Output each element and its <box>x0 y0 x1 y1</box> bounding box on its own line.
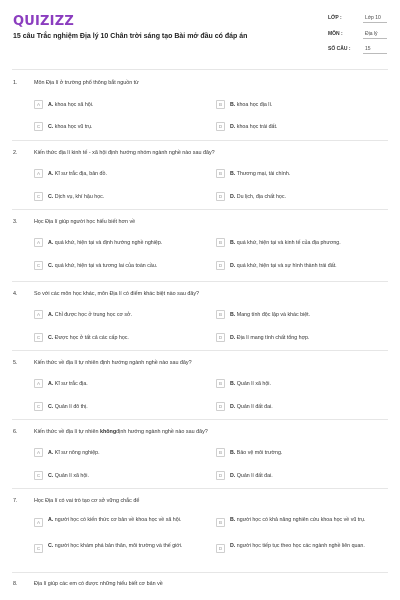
option-label: D. <box>230 543 236 549</box>
option-text: Kĩ sư nông nghiệp. <box>54 449 100 456</box>
option-label: B. <box>230 311 236 318</box>
subject-underline <box>363 38 387 39</box>
question-divider <box>12 488 388 489</box>
option-label: A. <box>48 311 54 318</box>
count-underline <box>363 53 387 54</box>
question-text: Kiến thức về địa lí tự nhiên khôngđịnh hướng ngành nghề nào sau đây? <box>34 429 208 435</box>
option-text: người học có khả năng nghiên cứu khoa học về vũ trụ. <box>236 517 366 523</box>
option-text: Kĩ sư trắc địa, bản đồ. <box>54 170 107 177</box>
option-letter-box: D <box>216 544 225 553</box>
option-text: Quản lí xã hội. <box>54 472 89 479</box>
option-letter-box: A <box>34 518 43 527</box>
option-label: C. <box>48 472 54 479</box>
question-number: 7. <box>13 498 18 504</box>
question-divider <box>12 350 388 351</box>
option-label: C. <box>48 262 54 269</box>
question-text: Địa lí giúp các em có được những hiểu biết cơ bản về <box>34 581 163 587</box>
option-label: D. <box>230 472 236 479</box>
question-text: Kiến thức về địa lí tự nhiên định hướng ngành nghề nào sau đây? <box>34 360 192 366</box>
question-divider <box>12 209 388 210</box>
option-text: người học tiếp tục theo học các ngành nghề liên quan. <box>236 543 365 549</box>
option-label: C. <box>48 403 54 410</box>
option-letter-box: A <box>34 100 43 109</box>
option-label: A. <box>48 239 54 246</box>
option-text: khoa học vũ trụ. <box>54 123 93 130</box>
option-text: Địa lí mang tính chất tổng hợp. <box>236 334 310 341</box>
option-text: Quản lí đất đai. <box>236 403 273 410</box>
option-letter-box: D <box>216 333 225 342</box>
option-letter-box: D <box>216 122 225 131</box>
question-divider <box>12 281 388 282</box>
option-text: quá khứ, hiện tại và tương lai của toàn cầu. <box>54 262 158 269</box>
option-label: C. <box>48 334 54 341</box>
option-label: B. <box>230 517 236 523</box>
option-letter-box: A <box>34 448 43 457</box>
option-letter-box: B <box>216 379 225 388</box>
option-text: người học có kiến thức cơ bản về khoa học về xã hội. <box>54 517 182 523</box>
class-value: Lớp 10 <box>365 15 381 21</box>
option-label: C. <box>48 123 54 130</box>
option-label: A. <box>48 449 54 456</box>
option-label: B. <box>230 170 236 177</box>
option-letter-box: D <box>216 402 225 411</box>
document-title: 15 câu Trắc nghiệm Địa lý 10 Chân trời sáng tạo Bài mở đầu có đáp án <box>13 33 248 40</box>
option-letter-box: B <box>216 169 225 178</box>
class-underline <box>363 22 387 23</box>
question-text: So với các môn học khác, môn Địa lí có điểm khác biệt nào sau đây? <box>34 291 200 297</box>
question-divider <box>12 572 388 573</box>
option-label: A. <box>48 170 54 177</box>
option-text: Quản lí đô thị. <box>54 403 88 410</box>
count-value: 15 <box>365 46 371 52</box>
question-number: 1. <box>13 80 18 86</box>
option-label: A. <box>48 101 54 108</box>
option-letter-box: B <box>216 448 225 457</box>
question-number: 8. <box>13 581 18 587</box>
subject-value: Địa lý <box>365 31 378 37</box>
option-text: Kĩ sư trắc địa. <box>54 380 88 387</box>
option-label: D. <box>230 403 236 410</box>
option-label: B. <box>230 101 236 108</box>
count-label: SỐ CÂU : <box>328 46 351 52</box>
question-divider <box>12 419 388 420</box>
option-letter-box: B <box>216 238 225 247</box>
class-label: LỚP : <box>328 15 342 21</box>
option-text: Bảo vệ môi trường. <box>236 449 283 456</box>
option-label: D. <box>230 193 236 200</box>
option-letter-box: D <box>216 471 225 480</box>
option-label: D. <box>230 262 236 269</box>
question-text: Môn Địa lí ở trường phổ thông bắt nguồn từ <box>34 80 139 86</box>
question-divider <box>12 140 388 141</box>
question-text: Kiến thức địa lí kinh tế - xã hội định hướng nhóm ngành nghề nào sau đây? <box>34 150 215 156</box>
option-text: quá khứ, hiện tại và định hướng nghề nghiệp. <box>54 239 163 246</box>
option-letter-box: C <box>34 192 43 201</box>
option-label: C. <box>48 193 54 200</box>
question-number: 4. <box>13 291 18 297</box>
question-number: 5. <box>13 360 18 366</box>
option-label: A. <box>48 517 54 523</box>
question-text: Học Địa lí giúp người học hiểu biết hơn về <box>34 219 136 225</box>
option-label: D. <box>230 123 236 130</box>
option-text: khoa học địa lí. <box>236 101 273 108</box>
option-letter-box: B <box>216 310 225 319</box>
option-label: B. <box>230 239 236 246</box>
question-number: 6. <box>13 429 18 435</box>
option-letter-box: C <box>34 122 43 131</box>
subject-label: MÔN : <box>328 31 343 37</box>
option-text: Quản lí xã hội. <box>236 380 271 387</box>
option-letter-box: B <box>216 100 225 109</box>
document-header <box>0 0 400 72</box>
option-letter-box: A <box>34 379 43 388</box>
quizizz-logo[interactable]: QUIZIZZ <box>13 14 74 29</box>
option-letter-box: D <box>216 261 225 270</box>
question-number: 2. <box>13 150 18 156</box>
option-text: Du lịch, địa chất học. <box>236 193 286 200</box>
option-letter-box: A <box>34 238 43 247</box>
option-label: C. <box>48 543 54 549</box>
option-letter-box: A <box>34 169 43 178</box>
option-letter-box: C <box>34 544 43 553</box>
option-text: quá khứ, hiện tại và kinh tế của địa phương. <box>236 239 341 246</box>
question-text: Học Địa lí có vai trò tạo cơ sở vững chắc để <box>34 498 140 504</box>
option-letter-box: C <box>34 333 43 342</box>
option-letter-box: A <box>34 310 43 319</box>
option-letter-box: C <box>34 402 43 411</box>
question-number: 3. <box>13 219 18 225</box>
option-label: D. <box>230 334 236 341</box>
option-text: Chỉ được học ở trung học cơ sở. <box>54 311 133 318</box>
option-letter-box: C <box>34 261 43 270</box>
emphasis-word: không <box>99 429 117 435</box>
option-text: Quản lí đất đai. <box>236 472 273 479</box>
option-text: Thương mại, tài chính. <box>236 170 291 177</box>
option-text: Dịch vụ, khí hậu học. <box>54 193 105 200</box>
option-text: người học khám phá bản thân, môi trường và thế giới. <box>54 543 183 549</box>
option-text: Được học ở tất cả các cấp học. <box>54 334 129 341</box>
option-label: B. <box>230 380 236 387</box>
option-label: B. <box>230 449 236 456</box>
option-text: khoa học trái đất. <box>236 123 278 130</box>
option-letter-box: D <box>216 192 225 201</box>
option-text: quá khứ, hiện tại và sự hình thành trái đất. <box>236 262 337 269</box>
option-letter-box: B <box>216 518 225 527</box>
option-letter-box: C <box>34 471 43 480</box>
option-text: Mang tính độc lập và khác biệt. <box>236 311 311 318</box>
header-divider <box>12 69 388 70</box>
option-text: khoa học xã hội. <box>54 101 94 108</box>
option-label: A. <box>48 380 54 387</box>
